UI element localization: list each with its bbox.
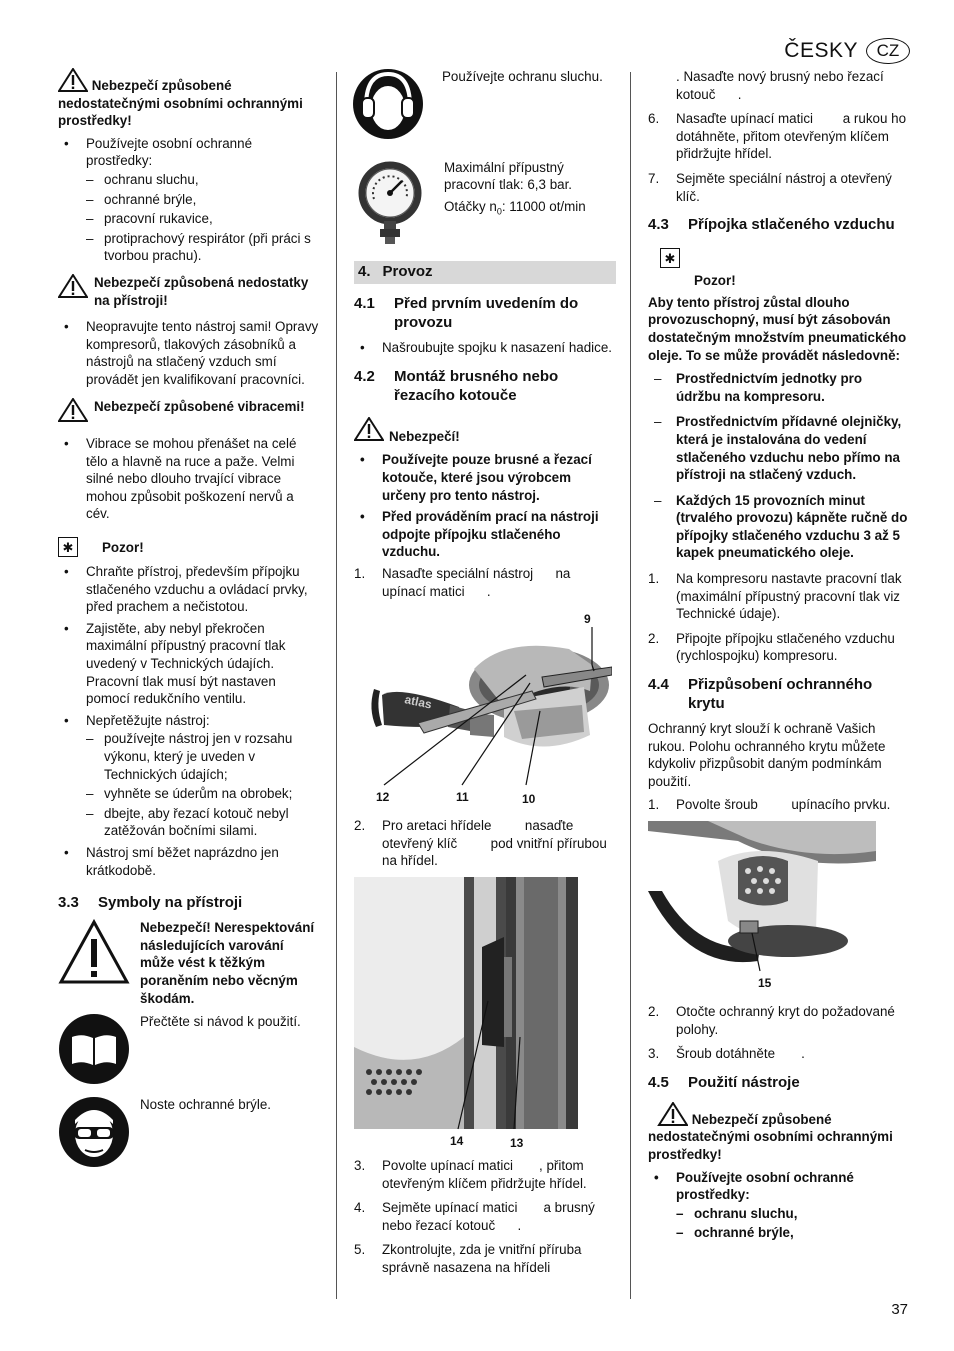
warning-triangle-icon [354,417,384,446]
safety-goggles-icon [58,1096,130,1173]
section-heading: 4.1 Před prvním uvedením do provozu [354,295,579,332]
figure-wrench-on-grinder [354,607,612,807]
pressure-gauge-icon [354,159,426,250]
list-item: • Zajistěte, aby nebyl překročen maximální přípustný pracovní tlak uvedený v Technických údajích. Pracovní tlak musí být nastaven pomocí redukčního ventilu. [58,620,320,708]
step-item: 2. Připojte přípojku stlačeného vzduchu (rychlospojku) kompresoru. [648,630,895,664]
section-heading: 4.2 Montáž brusného nebo řezacího kotouče [354,367,559,404]
warning-triangle-icon [58,398,88,427]
step-item: 4. Sejměte upínací matici a brusný nebo řezací kotouč . [354,1200,599,1233]
list-item: • Používejte pouze brusné a řezací kotouče, které jsou výrobcem určeny pro tento nástroj. [354,451,616,504]
page-number: 37 [891,1301,908,1318]
step-item: 5. Zkontrolujte, zda je vnitřní příruba správně nasazena na hřídeli [354,1242,619,1275]
section-heading: 3.3 Symboly na přístroji [58,894,243,912]
warning-heading: Nebezpečí způsobené nedostatečnými osobními ochrannými prostředky! [58,68,320,130]
column-3 [648,68,910,1246]
list-item: – Každých 15 provozních minut (trvalého provozu) kápněte ručně do přípojky stlačeného vzduchu 3 až 5 kapek pneumatického oleje. [676,492,910,562]
list-item: – používejte nástroj jen v rozsahu výkonu, který je uveden v Technických údajích; [104,730,320,783]
danger-label: Nebezpečí! [389,428,460,444]
step-item: 1. Povolte šroub upínacího prvku. [648,797,891,813]
warning-triangle-icon [648,1112,688,1127]
step-item: 1. Na kompresoru nastavte pracovní tlak (maximální přípustný pracovní tlak viz Technické údaje). [648,571,902,622]
figure-callout: 12 [376,790,390,805]
step-item: 1. Nasaďte speciální nástroj na upínací matici . [354,565,575,599]
list-item: • Nepřetěžujte nástroj: – používejte nástroj jen v rozsahu výkonu, který je uveden v Technických údajích; – vyhněte se úderům na obrobek; – dbejte, aby řezací kotouč nebyl zatěžován bočními silami. [58,712,320,840]
list-item: • Před prováděním prací na nástroji odpojte přípojku stlačeného vzduchu. [354,508,616,561]
symbol-description: Nebezpečí! Nerespektování následujících varování může vést k těžkým poraněním nebo věcným škodám. [140,920,315,1006]
figure-guard-adjustment [648,821,876,993]
caution-star-icon: ✱ [58,537,78,557]
warning-triangle-icon [58,274,88,309]
caution-star-icon: ✱ [660,248,680,268]
paragraph: Ochranný kryt slouží k ochraně Vašich rukou. Polohu ochranného krytu můžete kdykoliv přizpůsobit daným podmínkám použití. [648,721,886,789]
caution-label: Pozor! [694,273,736,289]
warning-triangle-icon [58,78,88,93]
list-item: – protiprachový respirátor (při práci s tvorbou prachu). [104,230,320,265]
caution-label: Pozor! [102,540,144,556]
list-item: – vyhněte se úderům na obrobek; [104,785,320,803]
chapter-heading: 4. Provoz [354,261,616,284]
column-divider [630,72,631,1299]
figure-callout: 14 [450,1133,464,1147]
step-item: 7. Sejměte speciální nástroj a otevřený klíč. [648,170,892,204]
hearing-protection-icon [352,68,424,145]
figure-callout: 9 [584,612,591,627]
warning-heading: Nebezpečí způsobené vibracemi! [94,398,305,414]
list-item: – ochranu sluchu, [694,1205,910,1223]
symbol-description: Používejte ochranu sluchu. [442,69,603,84]
section-heading: 4.3 Přípojka stlačeného vzduchu [648,216,895,234]
page-header [784,38,910,64]
step-continuation: . Nasaďte nový brusný nebo řezací kotouč . [676,69,888,102]
list-item: – pracovní rukavice, [104,210,320,228]
list-item: • Našroubujte spojku k nasazení hadice. [354,339,616,357]
figure-callout: 10 [522,792,536,807]
caution-text: Aby tento přístroj zůstal dlouho provozuschopný, musí být zásobován dostatečným množstvím pneumatického oleje. To se může provádět následovně: [648,294,907,363]
step-item: 3. Šroub dotáhněte . [648,1046,805,1062]
list-item: – Prostřednictvím přídavné olejničky, která je instalována do vedení stlačeného vzduchu nebo přímo na přístroji na stlačený vzduch. [676,413,910,483]
list-item: – ochranné brýle, [104,191,320,209]
figure-callout: 15 [758,976,772,990]
step-item: 6. Nasaďte upínací matici a rukou ho dotáhněte, přitom otevřeným klíčem přidržujte hřídel. [648,111,910,162]
list-item: • Používejte osobní ochranné prostředky: – ochranu sluchu, – ochranné brýle, [648,1169,910,1242]
language-label: ČESKY [784,39,858,63]
symbol-description: Noste ochranné brýle. [140,1096,272,1112]
list-item: – ochranné brýle, [694,1224,910,1242]
warning-heading: Nebezpečí způsobené nedostatečnými osobními ochrannými prostředky! [648,1102,910,1164]
language-badge: CZ [866,38,910,64]
list-item: • Chraňte přístroj, především přípojku stlačeného vzduchu a ovládací prvky, před prachem a nečistotou. [58,563,320,616]
symbol-description: Přečtěte si návod k použití. [140,1014,301,1030]
list-item: • Vibrace se mohou přenášet na celé tělo a hlavně na ruce a paže. Velmi silné nebo dlouho trvající vibrace mohou způsobit poškození nervů a cév. [58,435,320,523]
section-heading: 4.5 Použití nástroje [648,1073,800,1091]
step-item: 3. Povolte upínací matici , přitom otevřeným klíčem přidržujte hřídel. [354,1157,588,1191]
section-heading: 4.4 Přizpůsobení ochranného krytu [648,676,873,713]
list-item: – dbejte, aby řezací kotouč nebyl zatěžován bočními silami. [104,805,320,840]
list-item: • Neopravujte tento nástroj sami! Opravy kompresorů, tlakových zásobníků a nástrojů na stlačený vzduch smí provádět jen kvalifikovaní pracovníci. [58,318,320,388]
column-divider [336,72,337,1299]
figure-spanner-on-flange [354,877,578,1147]
figure-callout: 11 [456,790,469,805]
brand-imprint: atlas [403,692,434,712]
step-item: 2. Otočte ochranný kryt do požadované polohy. [648,1004,895,1037]
symbol-description: Maximální přípustný pracovní tlak: 6,3 bar. [444,159,573,193]
list-item: • Používejte osobní ochranné prostředky: – ochranu sluchu, – ochranné brýle, – pracovní rukavice, – protiprachový respirátor (při práci s tvorbou prachu). [58,135,320,265]
danger-triangle-icon [58,919,130,1007]
read-manual-icon [58,1013,130,1090]
symbol-description: Otáčky $n_0$: 11000 ot/min [444,198,586,217]
figure-callout: 13 [510,1135,524,1147]
column-2 [354,68,641,1283]
step-item: 2. Pro aretaci hřídele nasaďte otevřený klíč pod vnitřní přírubou na hřídel. [354,818,641,869]
list-item: – ochranu sluchu, [104,171,320,189]
column-1 [58,68,320,1178]
list-item: • Nástroj smí běžet naprázdno jen krátkodobě. [58,844,320,879]
warning-heading: Nebezpečí způsobená nedostatky na přístroji! [94,274,309,308]
list-item: – Prostřednictvím jednotky pro údržbu na kompresoru. [676,370,910,405]
